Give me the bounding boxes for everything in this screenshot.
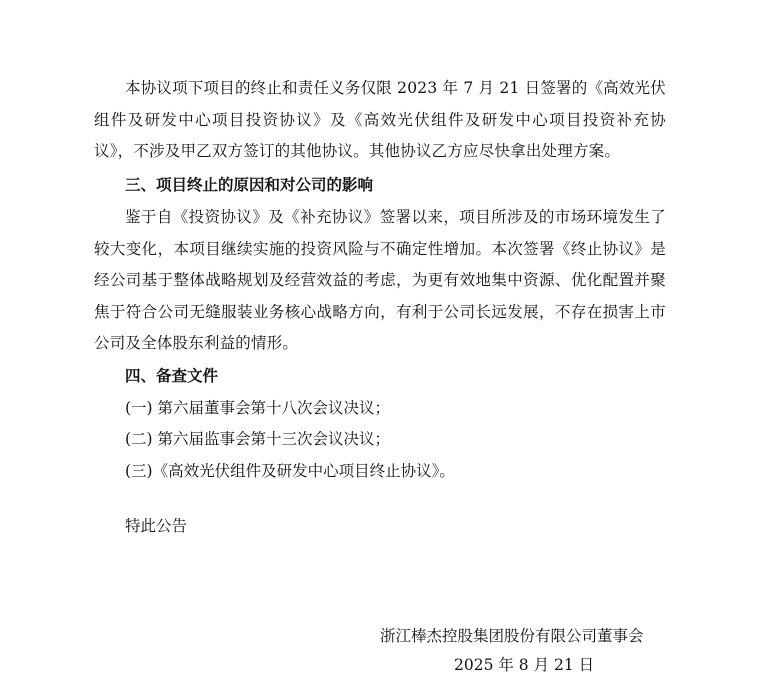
signature-date: 2025 年 8 月 21 日 — [454, 656, 595, 674]
section3-heading: 三、项目终止的原因和对公司的影响 — [125, 176, 374, 194]
closing-text: 特此公告 — [125, 517, 188, 535]
reference-item-2: (二) 第六届监事会第十三次会议决议； — [125, 430, 391, 448]
section3-body-paragraph: 鉴于自《投资协议》及《补充协议》签署以来，项目所涉及的市场环境发生了较大变化，本项目继续实施的投资风险与不确定性增加。本次签署《终止协议》是经公司基于整体战略规划及经营效益的考虑，为更有效地集中资源、优化配置并聚焦于符合公司无缝服装业务核心战略方向，有利于公司长远发展，不存在损害上市公司及全体股东利益的情形。 — [94, 208, 666, 352]
signature-company: 浙江棒杰控股集团股份有限公司董事会 — [380, 627, 644, 645]
section4-heading: 四、备查文件 — [125, 367, 219, 385]
reference-item-3: (三)《高效光伏组件及研发中心项目终止协议》。 — [125, 462, 455, 480]
section2-tail-paragraph: 本协议项下项目的终止和责任义务仅限 2023 年 7 月 21 日签署的《高效光伏组件及研发中心项目投资协议》及《高效光伏组件及研发中心项目投资补充协议》，不涉及甲乙双方签订的其他协议。其他协议乙方应尽快拿出处理方案。 — [94, 79, 666, 160]
reference-item-1: (一) 第六届董事会第十八次会议决议； — [125, 399, 391, 417]
